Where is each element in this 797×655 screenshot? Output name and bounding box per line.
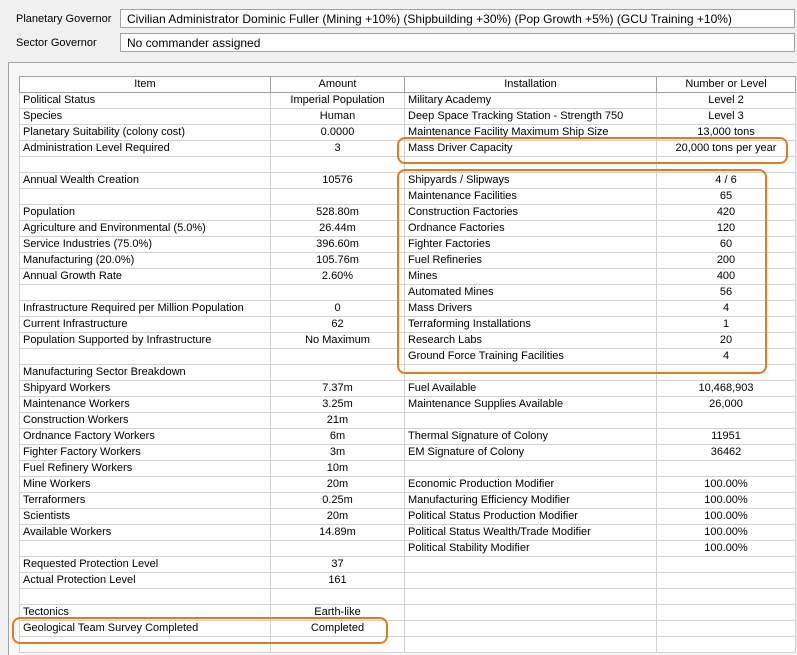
- item-cell: Tectonics: [20, 605, 271, 621]
- amount-cell: 10m: [271, 461, 405, 477]
- amount-cell: [271, 157, 405, 173]
- table-row[interactable]: [20, 381, 796, 397]
- level-cell: 4 / 6: [657, 173, 796, 189]
- level-cell: 60: [657, 237, 796, 253]
- amount-cell: 105.76m: [271, 253, 405, 269]
- level-cell: 100.00%: [657, 477, 796, 493]
- amount-cell: [271, 349, 405, 365]
- item-cell: Scientists: [20, 509, 271, 525]
- installation-cell: Maintenance Facility Maximum Ship Size: [405, 125, 657, 141]
- table-row[interactable]: [20, 285, 796, 301]
- table-row[interactable]: [20, 621, 796, 637]
- installation-cell: Automated Mines: [405, 285, 657, 301]
- installation-cell: Terraforming Installations: [405, 317, 657, 333]
- level-cell: 10,468,903: [657, 381, 796, 397]
- amount-cell: 37: [271, 557, 405, 573]
- item-cell: [20, 157, 271, 173]
- level-cell: [657, 605, 796, 621]
- item-cell: Manufacturing (20.0%): [20, 253, 271, 269]
- installation-cell: EM Signature of Colony: [405, 445, 657, 461]
- planetary-governor-field[interactable]: Civilian Administrator Dominic Fuller (Mining +10%) (Shipbuilding +30%) (Pop Growth +5%) (GCU Training +10%): [120, 9, 795, 28]
- item-cell: Actual Protection Level: [20, 573, 271, 589]
- level-cell: 65: [657, 189, 796, 205]
- column-header-number-or-level[interactable]: Number or Level: [657, 77, 796, 93]
- table-row[interactable]: [20, 93, 796, 109]
- level-cell: [657, 461, 796, 477]
- level-cell: 400: [657, 269, 796, 285]
- amount-cell: [271, 285, 405, 301]
- sector-governor-field[interactable]: No commander assigned: [120, 33, 795, 52]
- table-row[interactable]: [20, 221, 796, 237]
- item-cell: Requested Protection Level: [20, 557, 271, 573]
- installation-cell: Fuel Refineries: [405, 253, 657, 269]
- installation-cell: Ground Force Training Facilities: [405, 349, 657, 365]
- table-row[interactable]: [20, 173, 796, 189]
- column-header-amount[interactable]: Amount: [271, 77, 405, 93]
- amount-cell: 3.25m: [271, 397, 405, 413]
- table-row[interactable]: [20, 557, 796, 573]
- table-row[interactable]: [20, 317, 796, 333]
- table-row[interactable]: [20, 253, 796, 269]
- table-row[interactable]: [20, 525, 796, 541]
- item-cell: Species: [20, 109, 271, 125]
- installation-cell: [405, 157, 657, 173]
- installation-cell: Maintenance Supplies Available: [405, 397, 657, 413]
- table-body: [20, 93, 796, 653]
- amount-cell: 396.60m: [271, 237, 405, 253]
- item-cell: Infrastructure Required per Million Population: [20, 301, 271, 317]
- level-cell: 100.00%: [657, 509, 796, 525]
- installation-cell: [405, 557, 657, 573]
- item-cell: [20, 637, 271, 653]
- level-cell: [657, 157, 796, 173]
- installation-cell: Ordnance Factories: [405, 221, 657, 237]
- installation-cell: Fuel Available: [405, 381, 657, 397]
- item-cell: Annual Wealth Creation: [20, 173, 271, 189]
- item-cell: Manufacturing Sector Breakdown: [20, 365, 271, 381]
- level-cell: 11951: [657, 429, 796, 445]
- amount-cell: 26.44m: [271, 221, 405, 237]
- amount-cell: No Maximum: [271, 333, 405, 349]
- level-cell: [657, 589, 796, 605]
- installation-cell: Military Academy: [405, 93, 657, 109]
- amount-cell: Earth-like: [271, 605, 405, 621]
- level-cell: [657, 365, 796, 381]
- item-cell: Administration Level Required: [20, 141, 271, 157]
- table-row[interactable]: [20, 509, 796, 525]
- installation-cell: Manufacturing Efficiency Modifier: [405, 493, 657, 509]
- item-cell: Planetary Suitability (colony cost): [20, 125, 271, 141]
- level-cell: 120: [657, 221, 796, 237]
- item-cell: Population Supported by Infrastructure: [20, 333, 271, 349]
- installation-cell: Mass Driver Capacity: [405, 141, 657, 157]
- item-cell: Ordnance Factory Workers: [20, 429, 271, 445]
- table-row[interactable]: [20, 429, 796, 445]
- table-row[interactable]: [20, 637, 796, 653]
- installation-cell: Mass Drivers: [405, 301, 657, 317]
- table-row[interactable]: [20, 269, 796, 285]
- amount-cell: 20m: [271, 509, 405, 525]
- level-cell: 26,000: [657, 397, 796, 413]
- level-cell: [657, 637, 796, 653]
- amount-cell: 10576: [271, 173, 405, 189]
- planetary-governor-label: Planetary Governor: [16, 13, 112, 25]
- amount-cell: 0.25m: [271, 493, 405, 509]
- level-cell: 4: [657, 301, 796, 317]
- level-cell: Level 3: [657, 109, 796, 125]
- item-cell: Fighter Factory Workers: [20, 445, 271, 461]
- installation-cell: Political Status Production Modifier: [405, 509, 657, 525]
- level-cell: 420: [657, 205, 796, 221]
- item-cell: Current Infrastructure: [20, 317, 271, 333]
- item-cell: Mine Workers: [20, 477, 271, 493]
- amount-cell: 6m: [271, 429, 405, 445]
- table-row[interactable]: [20, 605, 796, 621]
- level-cell: 1: [657, 317, 796, 333]
- level-cell: Level 2: [657, 93, 796, 109]
- table-row[interactable]: [20, 477, 796, 493]
- table-row[interactable]: [20, 333, 796, 349]
- installation-cell: Mines: [405, 269, 657, 285]
- amount-cell: 161: [271, 573, 405, 589]
- table-row[interactable]: [20, 205, 796, 221]
- amount-cell: 0: [271, 301, 405, 317]
- installation-cell: Economic Production Modifier: [405, 477, 657, 493]
- table-row[interactable]: [20, 301, 796, 317]
- amount-cell: 0.0000: [271, 125, 405, 141]
- amount-cell: [271, 541, 405, 557]
- installation-cell: Research Labs: [405, 333, 657, 349]
- amount-cell: Completed: [271, 621, 405, 637]
- level-cell: 36462: [657, 445, 796, 461]
- item-cell: Construction Workers: [20, 413, 271, 429]
- installation-cell: Shipyards / Slipways: [405, 173, 657, 189]
- installation-cell: [405, 605, 657, 621]
- table-row[interactable]: [20, 413, 796, 429]
- installation-cell: Fighter Factories: [405, 237, 657, 253]
- level-cell: 200: [657, 253, 796, 269]
- table-row[interactable]: [20, 365, 796, 381]
- item-cell: [20, 541, 271, 557]
- table-row[interactable]: [20, 109, 796, 125]
- item-cell: Fuel Refinery Workers: [20, 461, 271, 477]
- installation-cell: Political Stability Modifier: [405, 541, 657, 557]
- table-row[interactable]: [20, 157, 796, 173]
- header-row: [20, 77, 796, 93]
- item-cell: Shipyard Workers: [20, 381, 271, 397]
- amount-cell: 21m: [271, 413, 405, 429]
- table-row[interactable]: [20, 445, 796, 461]
- table-row[interactable]: [20, 573, 796, 589]
- level-cell: [657, 573, 796, 589]
- level-cell: 100.00%: [657, 493, 796, 509]
- column-header-installation[interactable]: Installation: [405, 77, 657, 93]
- sector-governor-label: Sector Governor: [16, 37, 97, 49]
- installation-cell: Deep Space Tracking Station - Strength 750: [405, 109, 657, 125]
- item-cell: Geological Team Survey Completed: [20, 621, 271, 637]
- level-cell: [657, 621, 796, 637]
- item-cell: Agriculture and Environmental (5.0%): [20, 221, 271, 237]
- table-row[interactable]: [20, 397, 796, 413]
- item-cell: [20, 285, 271, 301]
- item-cell: [20, 589, 271, 605]
- level-cell: 20,000 tons per year: [657, 141, 796, 157]
- summary-table: [19, 76, 796, 653]
- item-cell: [20, 349, 271, 365]
- amount-cell: 528.80m: [271, 205, 405, 221]
- installation-cell: [405, 413, 657, 429]
- amount-cell: 7.37m: [271, 381, 405, 397]
- amount-cell: 3m: [271, 445, 405, 461]
- table-row[interactable]: [20, 541, 796, 557]
- installation-cell: [405, 365, 657, 381]
- installation-cell: [405, 637, 657, 653]
- amount-cell: Human: [271, 109, 405, 125]
- table-row[interactable]: [20, 189, 796, 205]
- level-cell: 100.00%: [657, 541, 796, 557]
- amount-cell: 2.60%: [271, 269, 405, 285]
- installation-cell: Construction Factories: [405, 205, 657, 221]
- table-row[interactable]: [20, 125, 796, 141]
- level-cell: 100.00%: [657, 525, 796, 541]
- installation-cell: Political Status Wealth/Trade Modifier: [405, 525, 657, 541]
- item-cell: Terraformers: [20, 493, 271, 509]
- item-cell: [20, 189, 271, 205]
- amount-cell: 14.89m: [271, 525, 405, 541]
- item-cell: Population: [20, 205, 271, 221]
- amount-cell: 62: [271, 317, 405, 333]
- installation-cell: Thermal Signature of Colony: [405, 429, 657, 445]
- amount-cell: 3: [271, 141, 405, 157]
- amount-cell: 20m: [271, 477, 405, 493]
- installation-cell: [405, 461, 657, 477]
- table-row[interactable]: [20, 493, 796, 509]
- level-cell: 4: [657, 349, 796, 365]
- installation-cell: [405, 589, 657, 605]
- item-cell: Available Workers: [20, 525, 271, 541]
- item-cell: Annual Growth Rate: [20, 269, 271, 285]
- table-row[interactable]: [20, 237, 796, 253]
- level-cell: 13,000 tons: [657, 125, 796, 141]
- item-cell: Service Industries (75.0%): [20, 237, 271, 253]
- table-row[interactable]: [20, 141, 796, 157]
- level-cell: 56: [657, 285, 796, 301]
- amount-cell: [271, 589, 405, 605]
- installation-cell: Maintenance Facilities: [405, 189, 657, 205]
- installation-cell: [405, 621, 657, 637]
- installation-cell: [405, 573, 657, 589]
- amount-cell: [271, 189, 405, 205]
- amount-cell: [271, 637, 405, 653]
- amount-cell: [271, 365, 405, 381]
- item-cell: Political Status: [20, 93, 271, 109]
- table-row[interactable]: [20, 461, 796, 477]
- level-cell: [657, 413, 796, 429]
- amount-cell: Imperial Population: [271, 93, 405, 109]
- level-cell: [657, 557, 796, 573]
- level-cell: 20: [657, 333, 796, 349]
- column-header-item[interactable]: Item: [20, 77, 271, 93]
- item-cell: Maintenance Workers: [20, 397, 271, 413]
- table-row[interactable]: [20, 349, 796, 365]
- table-row[interactable]: [20, 589, 796, 605]
